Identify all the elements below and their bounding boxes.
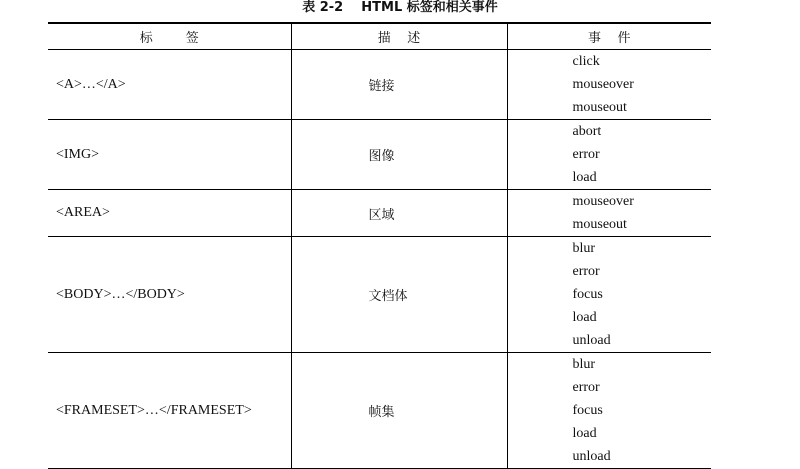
event-item: mouseout	[572, 100, 627, 115]
event-item: mouseover	[572, 77, 634, 92]
row-description: 链接	[291, 50, 507, 120]
event-item: click	[572, 54, 600, 69]
event-item: mouseover	[572, 194, 634, 209]
table-row	[48, 353, 711, 469]
event-item: error	[572, 147, 600, 162]
row-tag: <A>…</A>	[48, 50, 291, 120]
event-item: focus	[572, 403, 603, 418]
event-item: blur	[572, 357, 596, 372]
event-item: focus	[572, 287, 603, 302]
row-description: 图像	[291, 120, 507, 190]
table-row	[48, 50, 711, 120]
table-row	[48, 120, 711, 190]
table-row	[48, 237, 711, 353]
row-events	[507, 190, 711, 237]
event-item: unload	[572, 333, 611, 348]
event-item: load	[572, 426, 597, 441]
row-description: 帧集	[291, 353, 507, 469]
event-item: load	[572, 170, 597, 185]
row-tag: <IMG>	[48, 120, 291, 190]
header-events: 事 件	[507, 23, 711, 50]
header-tag: 标 签	[48, 23, 291, 50]
header-description: 描 述	[291, 23, 507, 50]
table-caption: 表 2-2 HTML 标签和相关事件	[302, 0, 498, 15]
row-tag: <AREA>	[48, 190, 291, 237]
event-item: error	[572, 264, 600, 279]
row-events	[507, 237, 711, 353]
event-item: load	[572, 310, 597, 325]
table-header-row	[48, 23, 711, 50]
event-item: mouseout	[572, 217, 627, 232]
table-row	[48, 190, 711, 237]
event-item: abort	[572, 124, 602, 139]
row-description: 文档体	[291, 237, 507, 353]
row-events	[507, 50, 711, 120]
event-item: error	[572, 380, 600, 395]
row-tag: <BODY>…</BODY>	[48, 237, 291, 353]
event-item: blur	[572, 241, 596, 256]
event-item: unload	[572, 449, 611, 464]
row-events	[507, 120, 711, 190]
row-events	[507, 353, 711, 469]
html-events-table	[48, 22, 711, 469]
row-description: 区域	[291, 190, 507, 237]
row-tag: <FRAMESET>…</FRAMESET>	[48, 353, 291, 469]
